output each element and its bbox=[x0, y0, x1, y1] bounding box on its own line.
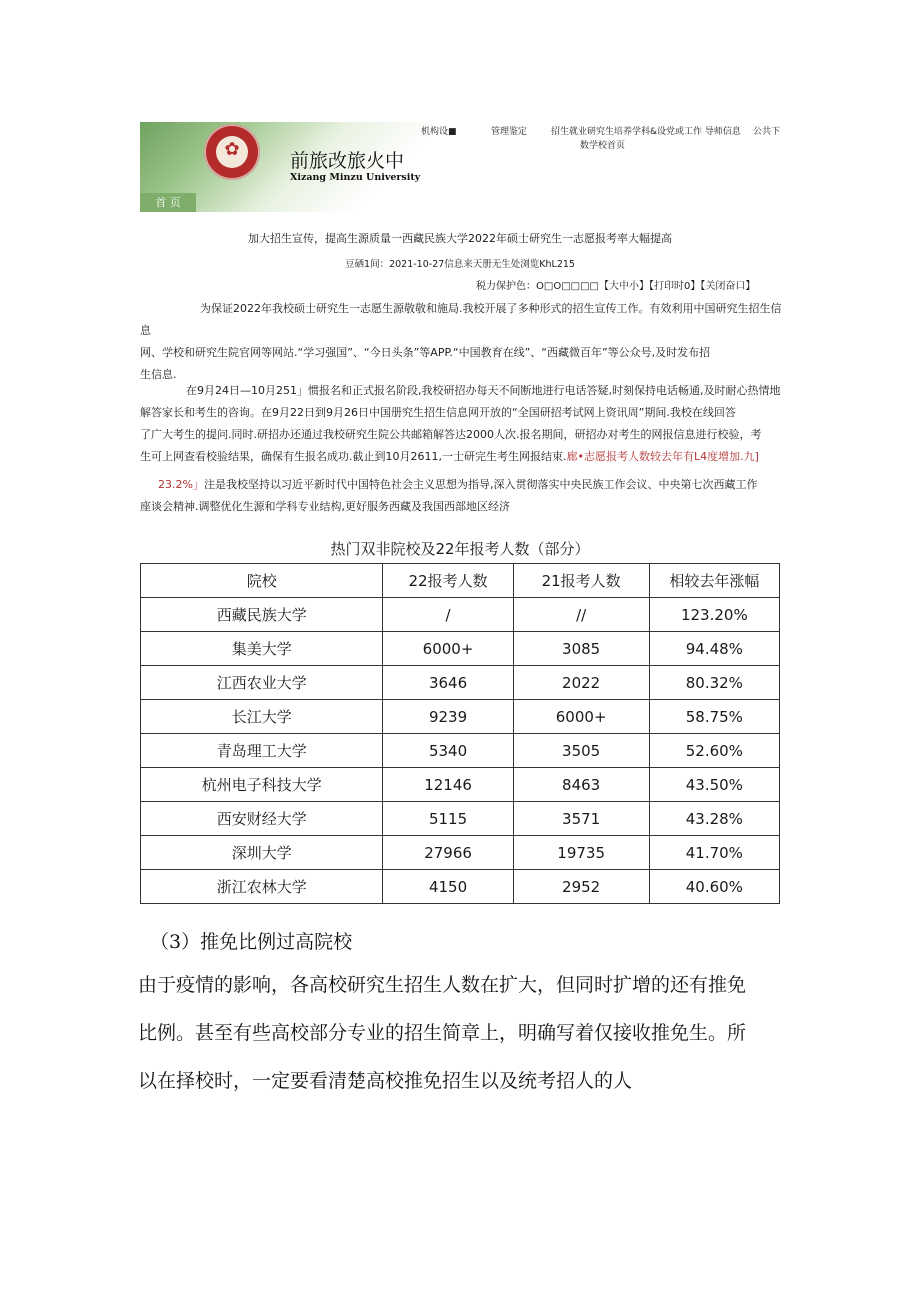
paragraph-text: 生可上网查看校验结果，确保有生报名成功.截止到10月2611,一士研完生考生网报结束. bbox=[140, 450, 567, 463]
lotus-icon: ✿ bbox=[224, 139, 240, 160]
cell-2022: / bbox=[383, 598, 513, 632]
nav-item-school-home[interactable]: 数学校首页 bbox=[580, 141, 626, 151]
cell-2021: 3085 bbox=[513, 632, 649, 666]
university-logo-icon bbox=[204, 124, 260, 180]
cell-growth: 41.70% bbox=[649, 836, 779, 870]
paragraph-text: 注是我校坚持以习近平新时代中国特色社会主义思想为指导,深入贯彻落实中央民族工作会议、中央第七次西藏工作 bbox=[204, 478, 758, 491]
cell-2022: 5340 bbox=[383, 734, 513, 768]
table-row bbox=[141, 836, 780, 870]
cell-2021: 3505 bbox=[513, 734, 649, 768]
article-tools[interactable]: 税力保护色：O□O□□□□【大中小】【打印时0】【关闭奋口】 bbox=[476, 281, 756, 292]
cell-growth: 43.50% bbox=[649, 768, 779, 802]
paragraph-line: 生信息. bbox=[140, 368, 177, 381]
header-2021: 21报考人数 bbox=[513, 564, 649, 598]
table-title: 热门双非院校及22年报考人数（部分） bbox=[330, 540, 590, 558]
cell-2021: 2022 bbox=[513, 666, 649, 700]
cell-2021: // bbox=[513, 598, 649, 632]
header-school: 院校 bbox=[141, 564, 383, 598]
cell-school: 浙江农林大学 bbox=[141, 870, 383, 904]
paragraph-1 bbox=[140, 298, 790, 386]
paragraph-line: 解答家长和考生的咨询。在9月22日到9月26日中国册究生招生信息网开放的“全国研招考试网上资讯周”期间.我校在线回答 bbox=[140, 406, 736, 419]
paragraph-line: 了广大考生的提问.同时.研招办还通过我校研究生院公共邮箱解答达2000人次.报名期间，研招办对考生的网报信息进行校验，考 bbox=[140, 428, 762, 441]
paragraph-line: 为保证2022年我校硕士研究生一志愿生源敬敬和施局.我校开展了多种形式的招生宣传工作。有效利用中国研究生招生信息 bbox=[140, 302, 782, 337]
table-row bbox=[141, 768, 780, 802]
cell-2022: 5115 bbox=[383, 802, 513, 836]
paragraph-2 bbox=[140, 380, 790, 468]
table-row bbox=[141, 802, 780, 836]
nav-item-public[interactable]: 公共下 bbox=[753, 127, 781, 137]
university-banner bbox=[140, 122, 432, 212]
cell-2022: 4150 bbox=[383, 870, 513, 904]
cell-school: 西安财经大学 bbox=[141, 802, 383, 836]
cell-2022: 9239 bbox=[383, 700, 513, 734]
section-line: 由于疫情的影响，各高校研究生招生人数在扩大，但同时扩增的还有推免 bbox=[138, 974, 747, 996]
cell-2021: 2952 bbox=[513, 870, 649, 904]
article-title: 加大招生宣传，提高生源质量一西藏民族大学2022年硕士研究生一志愿报考率大幅提高 bbox=[248, 232, 672, 245]
cell-2021: 8463 bbox=[513, 768, 649, 802]
article-meta: 豆硒1间：2021-10-27信息来天册无生处浏览KhL215 bbox=[345, 259, 575, 270]
cell-school: 杭州电子科技大学 bbox=[141, 768, 383, 802]
section-heading: （3）推免比例过高院校 bbox=[150, 931, 353, 953]
cell-growth: 43.28% bbox=[649, 802, 779, 836]
cell-2022: 12146 bbox=[383, 768, 513, 802]
section-line: 比例。甚至有些高校部分专业的招生简章上，明确写着仅接收推免生。所 bbox=[138, 1022, 747, 1044]
cell-2021: 6000+ bbox=[513, 700, 649, 734]
cell-school: 长江大学 bbox=[141, 700, 383, 734]
table-row bbox=[141, 598, 780, 632]
cell-2022: 27966 bbox=[383, 836, 513, 870]
paragraph-3 bbox=[140, 474, 790, 518]
cell-school: 西藏民族大学 bbox=[141, 598, 383, 632]
cell-growth: 123.20% bbox=[649, 598, 779, 632]
table-header-row bbox=[141, 564, 780, 598]
cell-growth: 94.48% bbox=[649, 632, 779, 666]
table-row bbox=[141, 700, 780, 734]
cell-school: 深圳大学 bbox=[141, 836, 383, 870]
applicants-table bbox=[140, 563, 780, 904]
cell-2021: 19735 bbox=[513, 836, 649, 870]
table-row bbox=[141, 734, 780, 768]
home-tab[interactable]: 首 页 bbox=[140, 193, 196, 212]
paragraph-line: 座谈会精神.调整优化生源和学科专业结构,更好服务西藏及我国西部地区经济 bbox=[140, 500, 510, 513]
nav-item-management[interactable]: 管理鉴定 bbox=[491, 127, 528, 137]
cell-growth: 40.60% bbox=[649, 870, 779, 904]
paragraph-line: 网、学校和研究生院官网等网站.“学习强国”、“今日头条”等APP.“中国教育在线”、“西藏微百年”等公众号,及时发布招 bbox=[140, 346, 711, 359]
cell-school: 青岛理工大学 bbox=[141, 734, 383, 768]
paragraph-line: 在9月24日—10月251」惯报名和正式报名阶段,我校研招办每天不间断地进行电话答疑,时刻保持电话畅通,及时耐心热情地 bbox=[186, 384, 781, 397]
table-row bbox=[141, 632, 780, 666]
cell-school: 江西农业大学 bbox=[141, 666, 383, 700]
header-2022: 22报考人数 bbox=[383, 564, 513, 598]
cell-2022: 6000+ bbox=[383, 632, 513, 666]
highlight-text: 廊•志愿报考人数较去年有L4度增加.九] bbox=[566, 450, 759, 463]
paragraph-line bbox=[140, 446, 790, 468]
nav-item-admissions[interactable]: 招生就业研究生培养学科&设党或工作 导师信息 bbox=[551, 127, 741, 137]
cell-2022: 3646 bbox=[383, 666, 513, 700]
header-growth: 相较去年涨幅 bbox=[649, 564, 779, 598]
university-name-en: Xizang Minzu University bbox=[290, 172, 421, 183]
cell-growth: 52.60% bbox=[649, 734, 779, 768]
table-row bbox=[141, 666, 780, 700]
cell-growth: 58.75% bbox=[649, 700, 779, 734]
cell-growth: 80.32% bbox=[649, 666, 779, 700]
table-row bbox=[141, 870, 780, 904]
university-name-cn: 前旅改旅火中 bbox=[290, 150, 405, 172]
cell-school: 集美大学 bbox=[141, 632, 383, 666]
cell-2021: 3571 bbox=[513, 802, 649, 836]
highlight-percent: 23.2%」 bbox=[158, 478, 204, 491]
nav-item-institutions[interactable]: 机构设■ bbox=[421, 127, 457, 137]
section-line: 以在择校时，一定要看清楚高校推免招生以及统考招人的人 bbox=[138, 1070, 633, 1092]
